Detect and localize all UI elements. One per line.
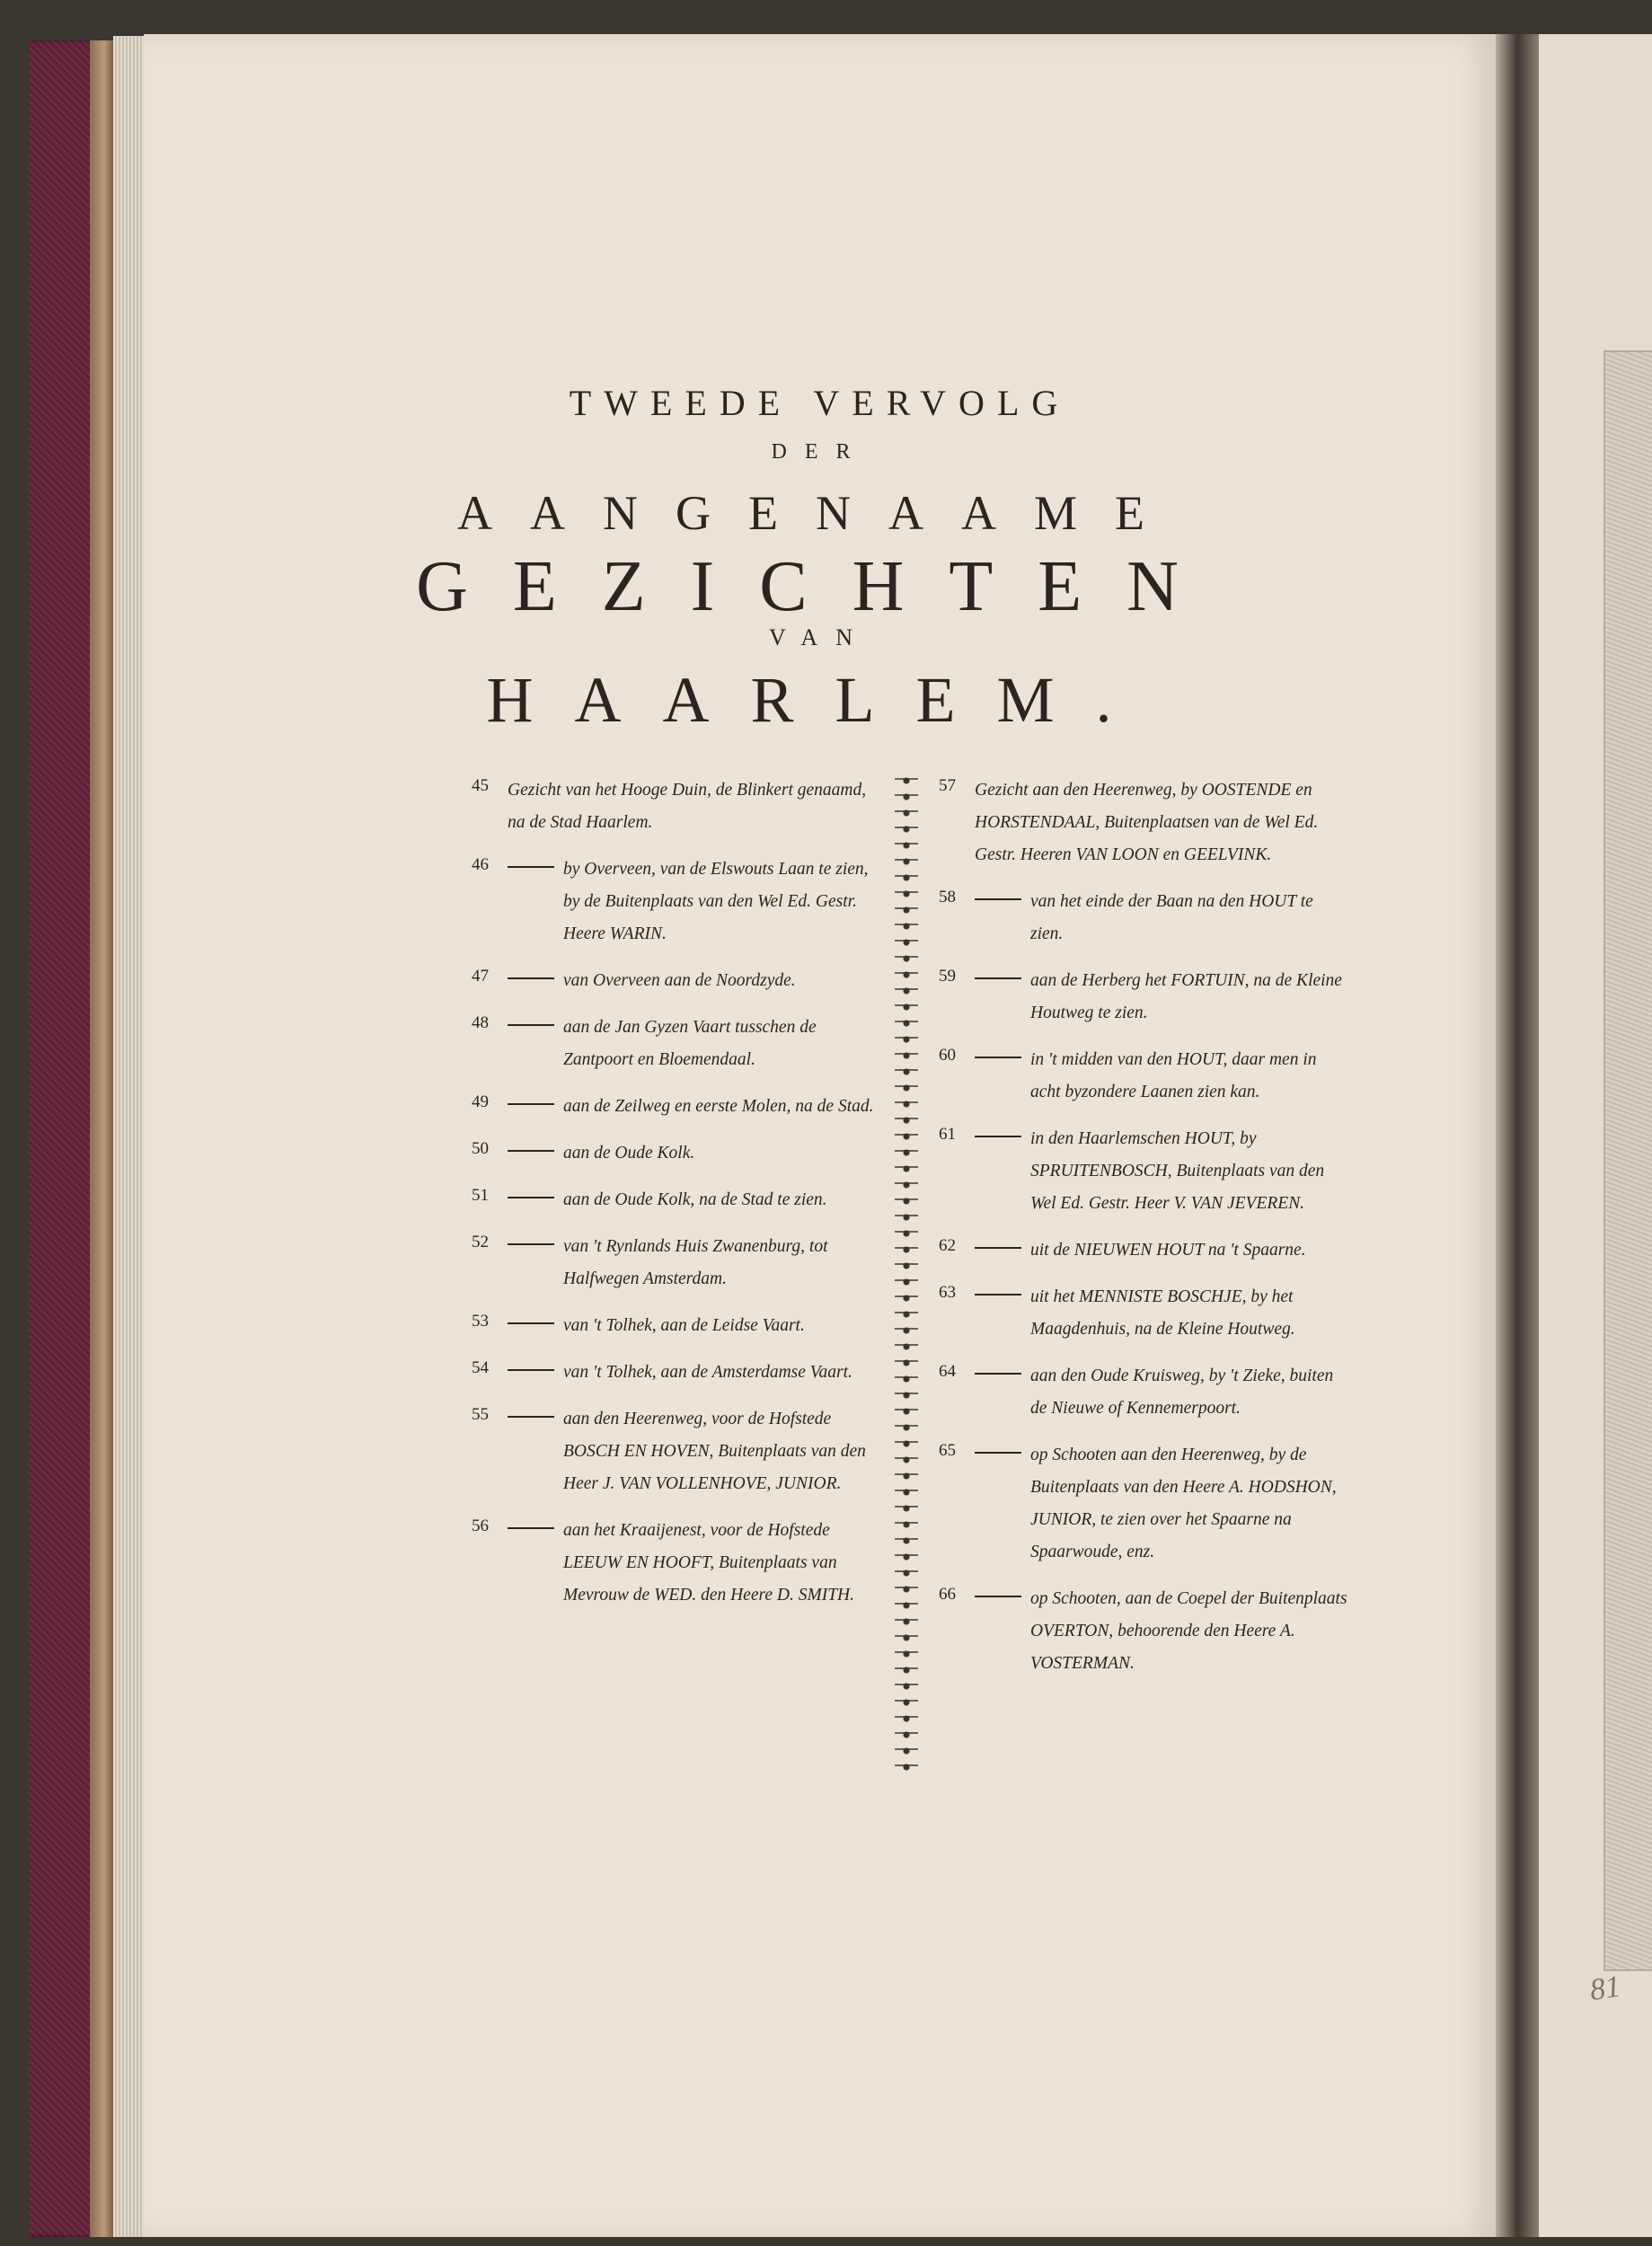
folio-number: 81	[1587, 1969, 1623, 2008]
entry-number: 48	[472, 1013, 489, 1032]
entry-text: uit de NIEUWEN HOUT na 't Spaarne.	[1030, 1241, 1306, 1260]
ditto-dash	[508, 1197, 554, 1198]
list-item	[472, 1515, 880, 1612]
entry-text: in den Haarlemschen HOUT, by SPRUITENBOSCH, Buitenplaats van den Wel Ed. Gestr. Heer V. VAN JEVEREN.	[1030, 1129, 1325, 1213]
entry-number: 61	[939, 1125, 956, 1144]
ditto-dash	[508, 866, 554, 868]
list-item	[939, 774, 1347, 871]
entry-number: 53	[472, 1312, 489, 1331]
list-item	[939, 1360, 1347, 1425]
facing-engraving-plate	[1603, 350, 1652, 1971]
list-item	[472, 965, 880, 997]
entry-text: van 't Tolhek, aan de Leidse Vaart.	[563, 1316, 805, 1335]
list-item	[472, 774, 880, 839]
entry-number: 64	[939, 1362, 956, 1381]
list-item	[472, 1310, 880, 1342]
title-line-6: HAARLEM.	[486, 664, 1153, 736]
ditto-dash	[508, 1243, 554, 1245]
list-item	[472, 1184, 880, 1216]
entry-text: van 't Tolhek, aan de Amsterdamse Vaart.	[563, 1363, 853, 1382]
ditto-dash	[975, 1452, 1021, 1454]
entry-number: 58	[939, 888, 956, 906]
entry-number: 46	[472, 855, 489, 874]
title-line-2: DER	[771, 440, 869, 464]
entry-text: in 't midden van den HOUT, daar men in acht byzondere Laanen zien kan.	[1030, 1050, 1317, 1101]
ditto-dash	[508, 1527, 554, 1529]
list-item	[939, 1439, 1347, 1569]
list-item	[472, 1231, 880, 1295]
ditto-dash	[508, 977, 554, 979]
entry-text: aan de Herberg het FORTUIN, na de Kleine Houtweg te zien.	[1030, 971, 1342, 1022]
entry-number: 60	[939, 1046, 956, 1065]
entry-text: aan den Oude Kruisweg, by 't Zieke, buiten de Nieuwe of Kennemerpoort.	[1030, 1366, 1334, 1418]
ditto-dash	[508, 1322, 554, 1324]
list-item	[472, 1012, 880, 1076]
entry-text: Gezicht aan den Heerenweg, by OOSTENDE en HORSTENDAAL, Buitenplaatsen van de Wel Ed. Gestr. Heeren VAN LOON en GEELVINK.	[975, 781, 1319, 864]
entry-text: van het einde der Baan na den HOUT te zien.	[1030, 892, 1313, 943]
ditto-dash	[508, 1369, 554, 1371]
entry-text: van Overveen aan de Noordzyde.	[563, 971, 796, 990]
title-line-3: AANGENAAME	[457, 486, 1182, 540]
entry-text: by Overveen, van de Elswouts Laan te zien, by de Buitenplaats van den Wel Ed. Gestr. Heere WARIN.	[563, 860, 869, 943]
ditto-dash	[975, 898, 1021, 900]
ditto-dash	[975, 1294, 1021, 1295]
entry-number: 51	[472, 1186, 489, 1205]
left-column-list	[472, 774, 880, 1626]
right-column-list	[939, 774, 1347, 1694]
entry-text: aan het Kraaijenest, voor de Hofstede LEEUW EN HOOFT, Buitenplaats van Mevrouw de WED. den Heere D. SMITH.	[563, 1521, 855, 1605]
list-item	[939, 1583, 1347, 1680]
ditto-dash	[508, 1416, 554, 1418]
entry-number: 65	[939, 1441, 956, 1460]
entry-text: op Schooten, aan de Coepel der Buitenplaats OVERTON, behoorende den Heere A. VOSTERMAN.	[1030, 1589, 1347, 1673]
list-item	[939, 1123, 1347, 1220]
ditto-dash	[508, 1024, 554, 1026]
ditto-dash	[508, 1103, 554, 1105]
entry-text: op Schooten aan den Heerenweg, by de Buitenplaats van den Heere A. HODSHON, JUNIOR, te zien over het Spaarne na Spaarwoude, enz.	[1030, 1446, 1337, 1561]
list-item	[472, 1137, 880, 1170]
entry-number: 56	[472, 1516, 489, 1535]
entry-number: 45	[472, 776, 489, 795]
list-item	[939, 965, 1347, 1030]
entry-text: aan de Oude Kolk.	[563, 1144, 695, 1163]
list-item	[939, 886, 1347, 951]
entry-number: 55	[472, 1405, 489, 1424]
ditto-dash	[975, 977, 1021, 979]
list-item	[939, 1234, 1347, 1267]
ditto-dash	[975, 1136, 1021, 1137]
entry-number: 49	[472, 1092, 489, 1111]
ornamental-divider	[895, 773, 918, 1779]
ditto-dash	[975, 1373, 1021, 1375]
entry-text: aan den Heerenweg, voor de Hofstede BOSCH EN HOVEN, Buitenplaats van den Heer J. VAN VOLLENHOVE, JUNIOR.	[563, 1410, 866, 1493]
ditto-dash	[975, 1247, 1021, 1249]
title-line-5: VAN	[769, 624, 870, 650]
list-item	[472, 1091, 880, 1123]
ditto-dash	[975, 1596, 1021, 1597]
entry-text: uit het MENNISTE BOSCHJE, by het Maagdenhuis, na de Kleine Houtweg.	[1030, 1287, 1295, 1339]
list-item	[939, 1044, 1347, 1109]
list-item	[939, 1281, 1347, 1346]
entry-text: aan de Oude Kolk, na de Stad te zien.	[563, 1190, 827, 1209]
entry-text: Gezicht van het Hooge Duin, de Blinkert genaamd, na de Stad Haarlem.	[508, 781, 867, 832]
list-item	[472, 853, 880, 951]
ditto-dash	[975, 1057, 1021, 1058]
ditto-dash	[508, 1150, 554, 1152]
entry-number: 62	[939, 1236, 956, 1255]
entry-number: 63	[939, 1283, 956, 1302]
title-line-4: GEZICHTEN	[416, 547, 1224, 626]
entry-text: aan de Zeilweg en eerste Molen, na de Stad.	[563, 1097, 874, 1116]
entry-text: aan de Jan Gyzen Vaart tusschen de Zantpoort en Bloemendaal.	[563, 1018, 817, 1069]
list-item	[472, 1357, 880, 1389]
entry-number: 59	[939, 967, 956, 986]
book-gutter	[1496, 34, 1539, 2237]
entry-number: 50	[472, 1139, 489, 1158]
entry-number: 66	[939, 1585, 956, 1604]
entry-number: 52	[472, 1233, 489, 1251]
entry-number: 57	[939, 776, 956, 795]
list-item	[472, 1403, 880, 1500]
title-line-1: TWEEDE VERVOLG	[569, 383, 1071, 423]
entry-text: van 't Rynlands Huis Zwanenburg, tot Halfwegen Amsterdam.	[563, 1237, 828, 1288]
entry-number: 54	[472, 1358, 489, 1377]
entry-number: 47	[472, 967, 489, 986]
